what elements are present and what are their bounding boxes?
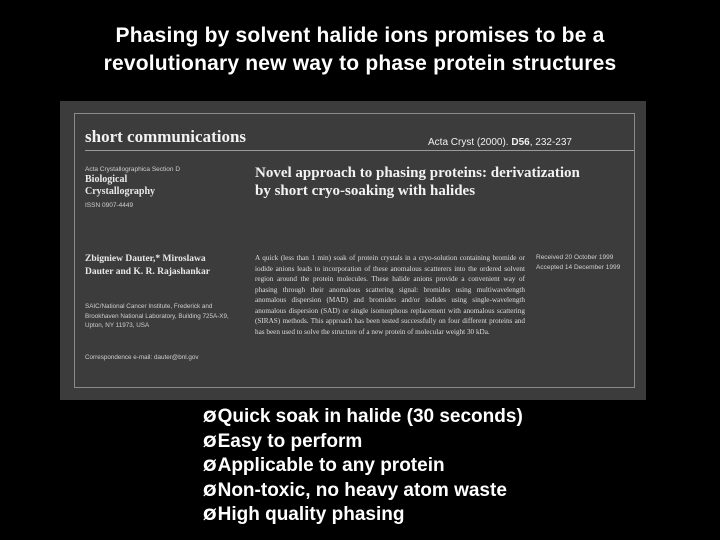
citation	[428, 137, 572, 148]
citation-pages: , 232-237	[529, 137, 572, 148]
bullet-item	[203, 430, 523, 455]
slide-title-line-1: Phasing by solvent halide ions promises to be a	[115, 24, 605, 47]
dates	[536, 253, 636, 273]
bullet-item	[203, 479, 523, 504]
correspondence: Correspondence e-mail: dauter@bnl.gov	[85, 354, 199, 361]
authors	[85, 253, 245, 279]
accepted-date: Accepted 14 December 1999	[536, 264, 621, 271]
header-rule	[85, 150, 634, 151]
bullet-text: Quick soak in halide (30 seconds)	[217, 406, 523, 427]
paper-page	[74, 113, 635, 388]
arrow-bullet-icon: Ø	[203, 431, 217, 451]
authors-line-2: Dauter and K. R. Rajashankar	[85, 267, 210, 277]
bullet-item	[203, 454, 523, 479]
bullet-item	[203, 405, 523, 430]
arrow-bullet-icon: Ø	[203, 480, 217, 500]
bullet-text: High quality phasing	[217, 504, 405, 525]
journal-name-line-1: Biological	[85, 174, 128, 185]
bullet-text: Easy to perform	[217, 430, 363, 452]
arrow-bullet-icon: Ø	[203, 456, 217, 475]
affiliation: SAIC/National Cancer Institute, Frederick and Brookhaven National Laboratory, Building 725A-X9, Upton, NY 11973, USA	[85, 303, 229, 329]
bullet-item	[203, 503, 523, 528]
article-title-line-2: by short cryo-soaking with halides	[255, 183, 476, 199]
article-title-line-1: Novel approach to phasing proteins: derivatization	[255, 165, 580, 181]
citation-volume: D56	[511, 137, 530, 148]
citation-prefix: Acta Cryst (2000).	[428, 137, 512, 148]
arrow-bullet-icon: Ø	[203, 505, 217, 524]
bullet-text: Non-toxic, no heavy atom waste	[217, 479, 507, 501]
journal-name-line-2: Crystallography	[85, 186, 155, 197]
paper-excerpt-image	[60, 101, 646, 400]
abstract: A quick (less than 1 min) soak of protein crystals in a cryo-solution containing bromide or iodide anions leads to incorporation of these anomalous scatterers into the ordered solvent region around the protein molecules. These halide anions provide a convenient way of phasing through their anomalous scattering signal: bromides using multiwavelength anomalous dispersion (MAD) and bromides and/or iodides using single-wavelength anomalous dispersion (SAD) or single isomorphous replacement with anomalous scattering (SIRAS) methods. This approach has been tested successfully on four different proteins and has been used to solve the structure of a new protein of molecular weight 30 kDa.	[255, 254, 525, 336]
section-heading: short communications	[85, 127, 247, 146]
arrow-bullet-icon: Ø	[203, 407, 217, 426]
slide-title	[0, 22, 720, 78]
issn: ISSN 0907-4449	[85, 202, 134, 209]
article-title	[255, 164, 635, 200]
bullet-list	[203, 405, 523, 528]
journal-section: Acta Crystallographica Section D	[85, 166, 181, 173]
received-date: Received 20 October 1999	[536, 254, 614, 261]
bullet-text: Applicable to any protein	[217, 455, 445, 476]
authors-line-1: Zbigniew Dauter,* Miroslawa	[85, 254, 206, 264]
slide-title-line-2: revolutionary new way to phase protein structures	[103, 52, 617, 75]
journal-block	[85, 165, 245, 210]
